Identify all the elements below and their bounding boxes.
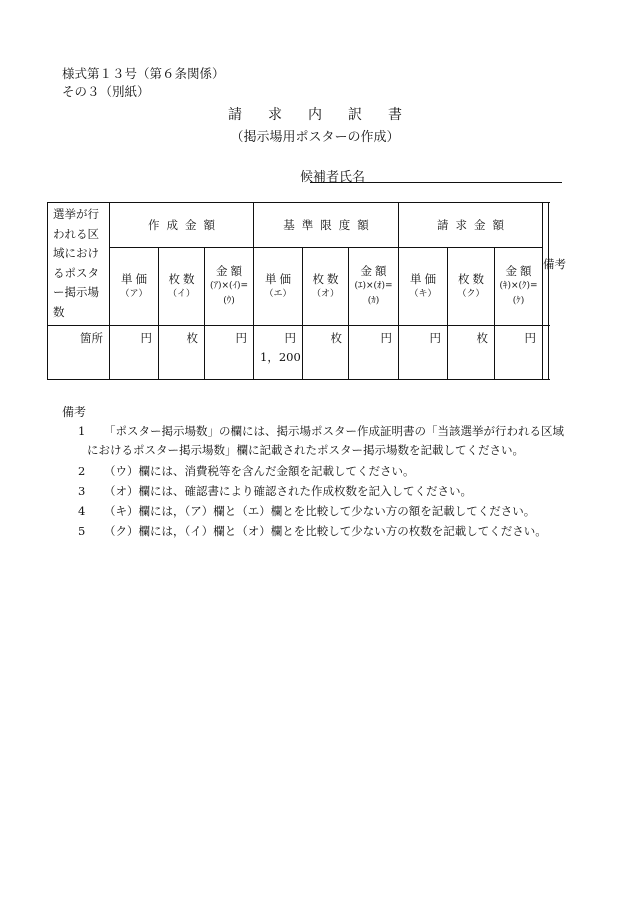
note-item-4: 4 （キ）欄には，（ア）欄と（エ）欄とを比較して少ない方の額を記載してください。 <box>78 504 536 518</box>
cell-unit-price-e: 円 1，200 <box>254 326 303 380</box>
document-title: 請求内訳書 <box>228 107 428 123</box>
note-item-1: 1 「ポスター掲示場数」の欄には、掲示場ポスター作成証明書の「当該選挙が行われる区域 <box>78 424 564 438</box>
form-number: 様式第１３号（第６条関係） <box>62 66 225 81</box>
poster-board-count-header: 選挙が行 われる区 域におけ るポスタ ー掲示場 数 <box>48 203 110 326</box>
standard-unit-price: 1，200 <box>260 350 301 364</box>
subheader-quantity-o: 枚数 （オ） <box>303 248 349 326</box>
group-header-standard-limit: 基準限度額 <box>254 203 399 248</box>
note-item-5: 5 （ク）欄には，（イ）欄と（オ）欄とを比較して少ない方の枚数を記載してください。 <box>78 524 547 538</box>
claim-breakdown-table <box>47 202 567 380</box>
subheader-unit-price-a: 単価 （ア） <box>110 248 159 326</box>
subheader-amount-ka: 金額 (ｴ)×(ｵ)= (ｶ) <box>349 248 399 326</box>
cell-amount-u[interactable]: 円 <box>205 326 254 380</box>
cell-amount-ke[interactable]: 円 <box>495 326 543 380</box>
subheader-quantity-i: 枚数 （イ） <box>159 248 205 326</box>
document-subtitle: （掲示場用ポスターの作成） <box>230 130 400 145</box>
subheader-amount-ke: 金額 (ｷ)×(ｸ)= (ｹ) <box>495 248 543 326</box>
cell-remarks[interactable] <box>543 326 549 380</box>
cell-quantity-o[interactable]: 枚 <box>303 326 349 380</box>
note-item-2: 2 （ウ）欄には、消費税等を含んだ金額を記載してください。 <box>78 464 415 478</box>
subheader-unit-price-ki: 単価 （キ） <box>399 248 448 326</box>
remarks-header: 備考 <box>543 203 549 326</box>
group-header-creation-amount: 作成金額 <box>110 203 254 248</box>
cell-quantity-i[interactable]: 枚 <box>159 326 205 380</box>
candidate-name-label: 候補者氏名 <box>300 170 366 185</box>
cell-unit-price-a[interactable]: 円 <box>110 326 159 380</box>
candidate-name-field[interactable] <box>310 182 562 183</box>
cell-unit-price-ki[interactable]: 円 <box>399 326 448 380</box>
subheader-quantity-ku: 枚数 （ク） <box>448 248 495 326</box>
form-sub-number: その３（別紙） <box>62 84 150 99</box>
cell-poster-board-count[interactable]: 箇所 <box>48 326 110 380</box>
subheader-amount-u: 金額 (ｱ)×(ｲ)= (ｳ) <box>205 248 254 326</box>
cell-amount-ka[interactable]: 円 <box>349 326 399 380</box>
notes-heading: 備考 <box>62 405 87 419</box>
note-item-3: 3 （オ）欄には、確認書により確認された作成枚数を記入してください。 <box>78 484 472 498</box>
subheader-unit-price-e: 単価 （エ） <box>254 248 303 326</box>
group-header-claim-amount: 請求金額 <box>399 203 543 248</box>
note-item-1-continued: におけるポスター掲示場数」欄に記載されたポスター掲示場数を記載してください。 <box>87 443 524 457</box>
cell-quantity-ku[interactable]: 枚 <box>448 326 495 380</box>
